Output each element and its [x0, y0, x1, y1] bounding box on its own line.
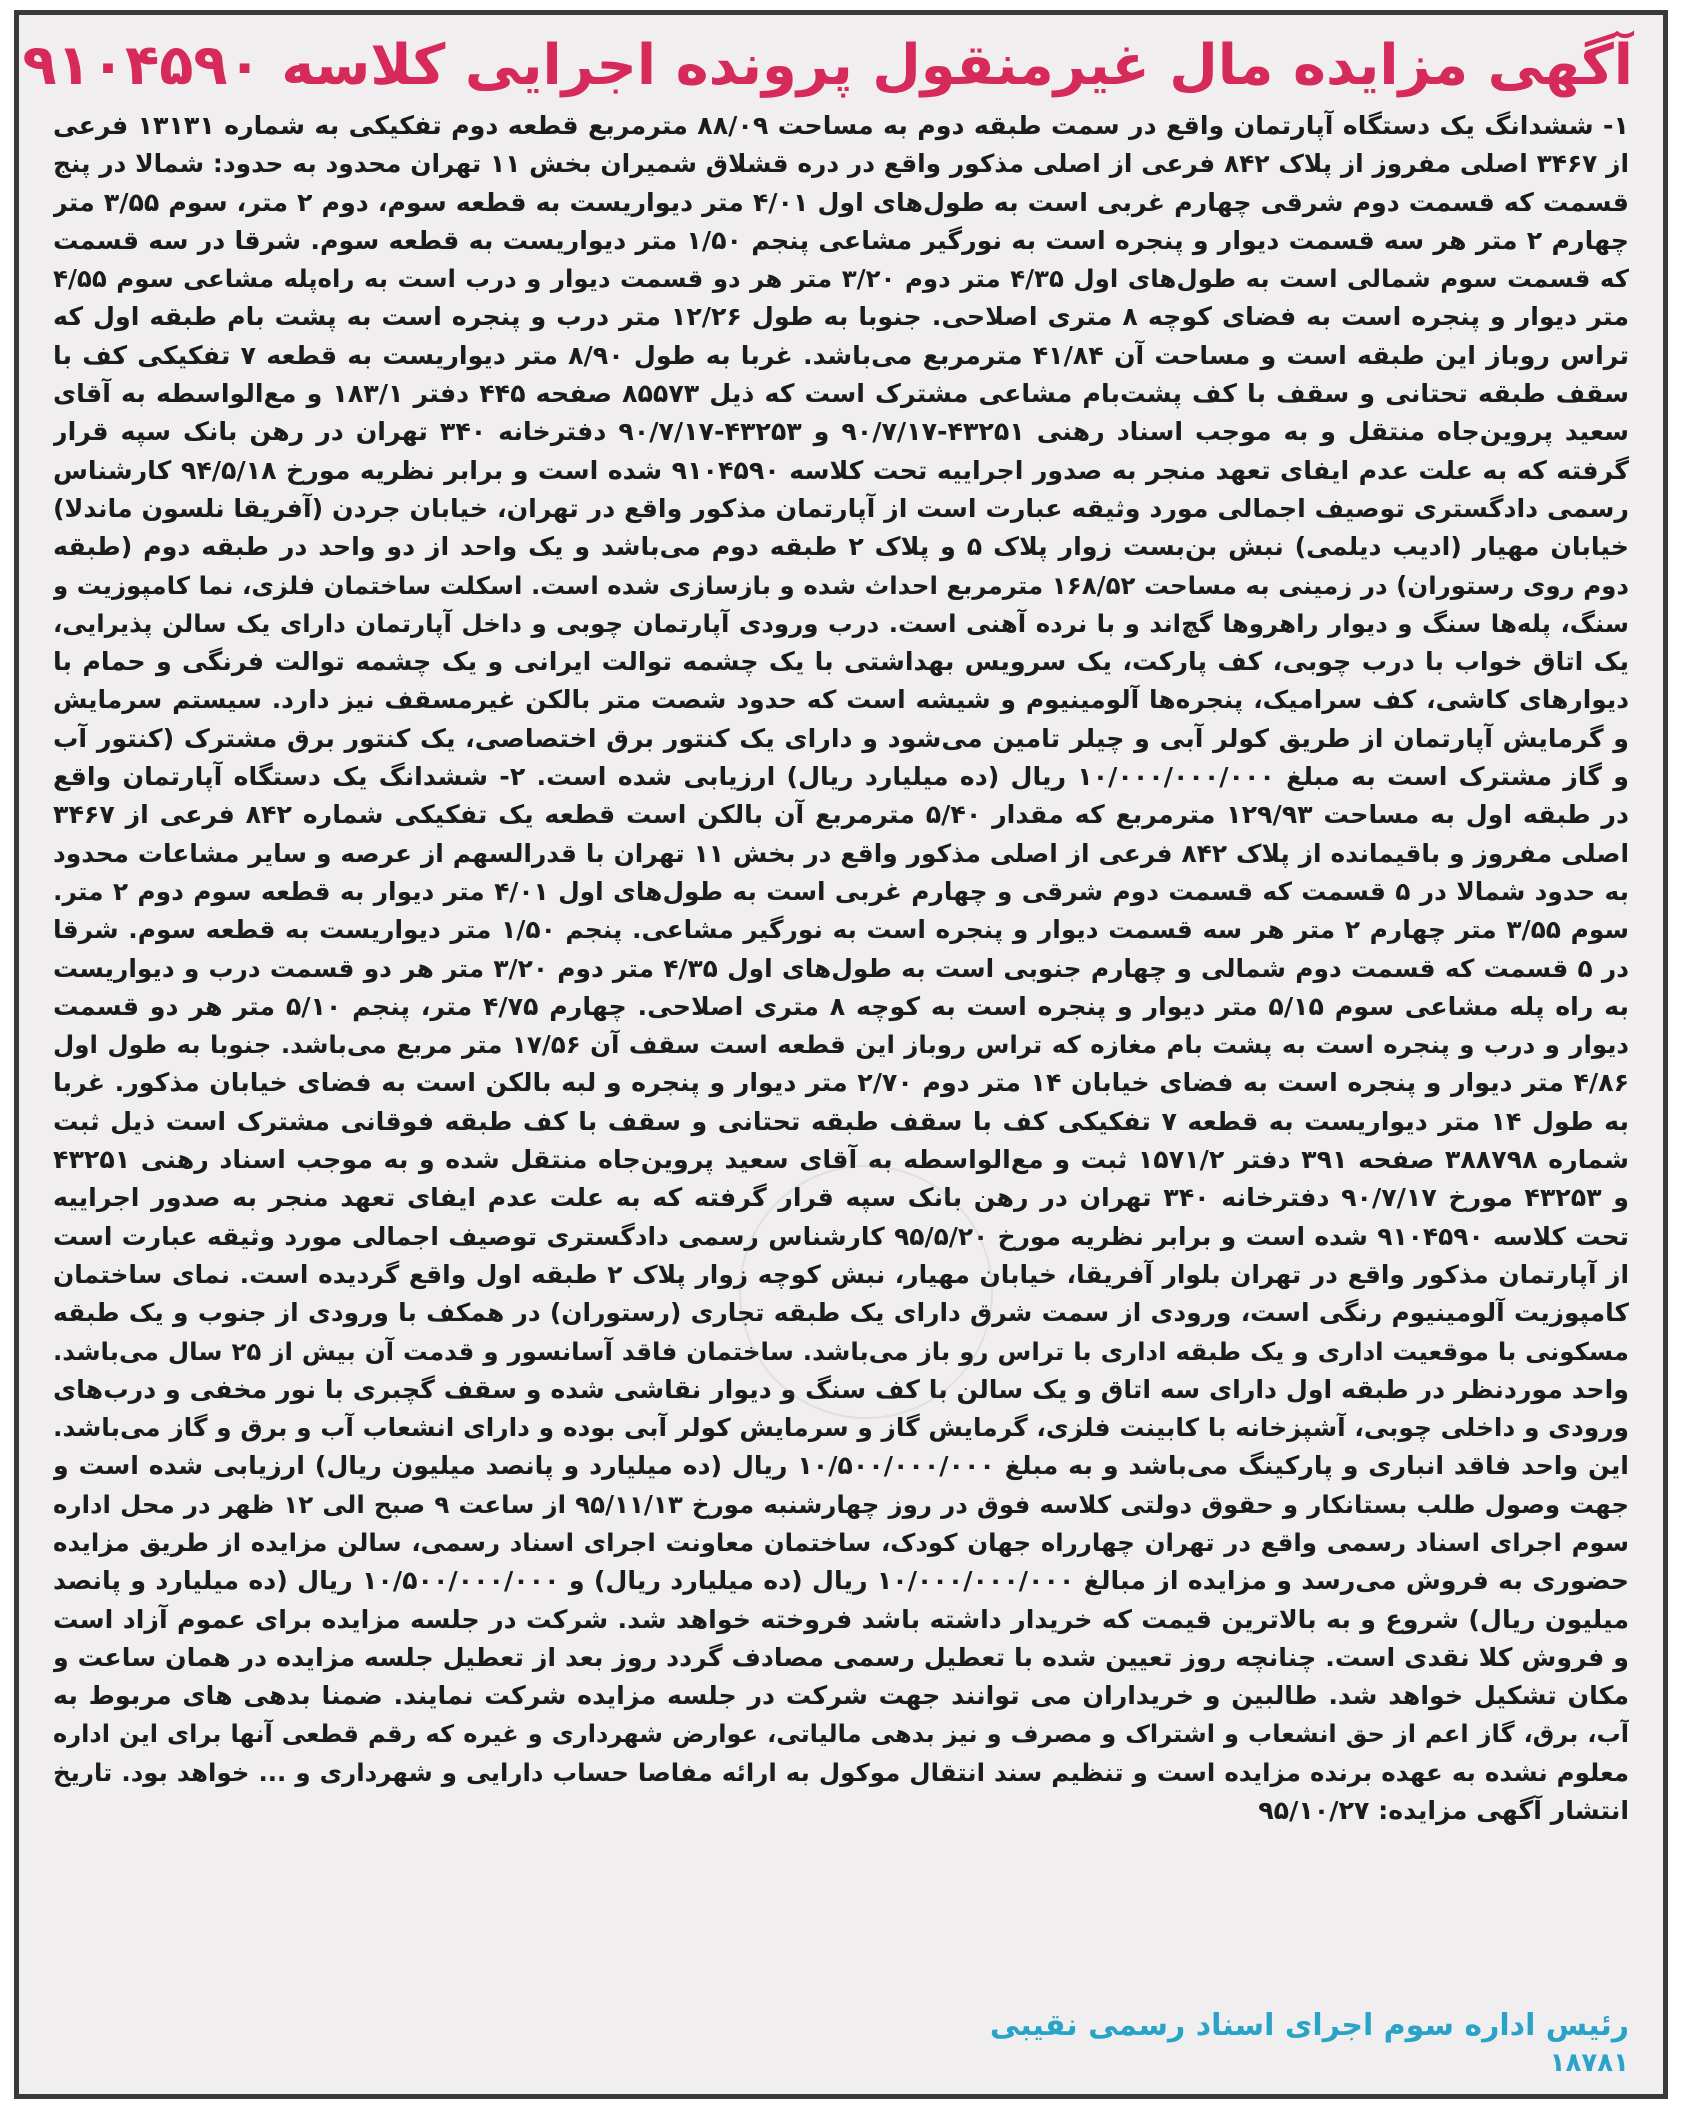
- notice-headline: آگهی مزایده مال غیرمنقول پرونده اجرایی کلاسه ۹۱۰۴۵۹۰: [22, 33, 1633, 98]
- notice-body-line: به حدود شمالا در ۵ قسمت که قسمت دوم شرقی و چهارم غربی است به طول‌های اول ۴/۰۱ متر دیوار به قطعه سوم دوم ۲ متر.: [53, 876, 1629, 906]
- ad-code-number: ۱۸۷۸۱: [1549, 2048, 1629, 2078]
- notice-body-line: مکان تشکیل خواهد شد. طالبین و خریداران می توانند جهت شرکت در جلسه مزایده شرکت نمایند. ضمنا بدهی های مربوط به: [53, 1681, 1629, 1711]
- notice-body-line: خیابان مهیار (ادیب دیلمی) نبش بن‌بست زوار پلاک ۵ و پلاک ۲ طبقه دوم می‌باشد و یک واحد از دو واحد در طبقه دوم (طبقه: [53, 532, 1629, 562]
- notice-body-line: جهت وصول طلب بستانکار و حقوق دولتی کلاسه فوق در روز چهارشنبه مورخ ۹۵/۱۱/۱۳ از ساعت ۹ صبح الی ۱۲ ظهر در محل اداره: [53, 1489, 1629, 1519]
- notice-body-line: دیوارهای کاشی، کف سرامیک، پنجره‌ها آلومینیوم و شیشه است که حدود شصت متر بالکن غیرمسقف نیز دارد. سیستم سرمایش: [53, 685, 1629, 715]
- notice-body-line: و گرمایش آپارتمان از طریق کولر آبی و چیلر تامین می‌شود و دارای یک کنتور برق اختصاصی، یک کنتور برق مشترک (کنتور آب: [53, 723, 1629, 753]
- notice-body-line: سوم اجرای اسناد رسمی واقع در تهران چهارراه جهان کودک، ساختمان معاونت اجرای اسناد رسمی، سالن مزایده از طریق مزایده: [53, 1527, 1629, 1557]
- notice-body-line: ۱- ششدانگ یک دستگاه آپارتمان واقع در سمت طبقه دوم به مساحت ۸۸/۰۹ مترمربع قطعه دوم تفکیکی به شماره ۱۳۱۳۱ فرعی: [53, 111, 1629, 140]
- notice-body-line: مسکونی با موقعیت اداری و یک طبقه اداری با تراس رو باز می‌باشد. ساختمان فاقد آسانسور و قدمت آن بیش از ۲۵ سال می‌باشد.: [53, 1336, 1629, 1366]
- notice-body-line: انتشار آگهی مزایده: ۹۵/۱۰/۲۷: [1258, 1796, 1629, 1826]
- notice-body-line: از آپارتمان مذکور واقع در تهران بلوار آفریقا، خیابان مهیار، نبش کوچه زوار پلاک ۲ طبقه اول واقع گردیده است. نمای ساختمان: [53, 1259, 1629, 1289]
- notice-body-line: سقف طبقه تحتانی و سقف با کف پشت‌بام مشاعی مشترک است که ذیل ۸۵۵۷۳ صفحه ۴۴۵ دفتر ۱۸۳/۱ و مع‌الواسطه به آقای: [53, 379, 1629, 409]
- notice-body-line: به طول ۱۴ متر دیواریست به قطعه ۷ تفکیکی کف با سقف طبقه تحتانی و سقف با کف طبقه فوقانی مشترک است ذیل ثبت: [53, 1106, 1629, 1136]
- notice-body-line: سوم ۳/۵۵ متر چهارم ۲ متر هر سه قسمت دیوار و پنجره است به نورگیر مشاعی. پنجم ۱/۵۰ متر دیواریست به قطعه سوم. شرقا: [53, 915, 1629, 945]
- notice-body-line: واحد موردنظر در طبقه اول دارای سه اتاق و یک سالن با کف سنگ و دیوار نقاشی شده و سقف گچبری با نور مخفی و درب‌های: [53, 1374, 1629, 1404]
- notice-body-line: از ۳۴۶۷ اصلی مفروز از پلاک ۸۴۲ فرعی از اصلی مذکور واقع در دره قشلاق شمیران بخش ۱۱ تهران محدود به حدود: شمالا در پنج: [53, 149, 1629, 179]
- notice-body-line: یک اتاق خواب با درب چوبی، کف پارکت، یک سرویس بهداشتی با یک چشمه توالت ایرانی و یک چشمه توالت فرنگی و حمام با: [53, 647, 1629, 677]
- notice-paper: [14, 10, 1668, 2099]
- notice-body-line: معلوم نشده به عهده برنده مزایده است و تنظیم سند انتقال موکول به ارائه مفاصا حساب دارایی و شهرداری و ... خواهد بود. تاریخ: [53, 1757, 1629, 1787]
- notice-body-line: میلیون ریال) شروع و به بالاترین قیمت که خریدار داشته باشد فروخته خواهد شد. شرکت در جلسه مزایده برای عموم آزاد است: [53, 1604, 1629, 1634]
- notice-body-line: رسمی دادگستری توصیف اجمالی مورد وثیقه عبارت است از آپارتمان مذکور واقع در تهران، خیابان جردن (آفریقا نلسون ماندلا): [53, 493, 1629, 523]
- notice-body-line: حضوری به فروش می‌رسد و مزایده از مبالغ ۱۰/۰۰۰/۰۰۰/۰۰۰ ریال (ده میلیارد ریال) و ۱۰/۵۰۰/۰۰۰/۰۰۰ ریال (ده میلیارد و پانصد: [53, 1566, 1629, 1596]
- notice-body-line: سعید پروین‌جاه منتقل و به موجب اسناد رهنی ۴۳۲۵۱-۹۰/۷/۱۷ و ۴۳۲۵۳-۹۰/۷/۱۷ دفترخانه ۳۴۰ تهران در رهن بانک سپه قرار: [53, 417, 1629, 447]
- notice-body-line: که قسمت سوم شمالی است به طول‌های اول ۴/۳۵ متر دوم ۳/۲۰ متر هر دو قسمت دیوار و درب است به راه‌پله مشاعی سوم ۴/۵۵: [53, 264, 1629, 294]
- notice-body-line: این واحد فاقد انباری و پارکینگ می‌باشد و به مبلغ ۱۰/۵۰۰/۰۰۰/۰۰۰ ریال (ده میلیارد و پانصد میلیون ریال) ارزیابی شده است و: [53, 1451, 1629, 1481]
- notice-body-line: دوم روی رستوران) در زمینی به مساحت ۱۶۸/۵۲ مترمربع احداث شده و بازسازی شده است. اسکلت ساختمان فلزی، نما کامپوزیت و: [53, 570, 1629, 600]
- notice-body-line: چهارم ۲ متر هر سه قسمت دیوار و پنجره است به نورگیر مشاعی پنجم ۱/۵۰ متر دیواریست به قطعه سوم. شرقا در سه قسمت: [53, 225, 1629, 255]
- notice-body-line: متر دیوار و پنجره است به فضای کوچه ۸ متری اصلاحی. جنوبا به طول ۱۲/۲۶ متر درب و پنجره است به پشت بام طبقه اول که: [53, 302, 1629, 332]
- notice-body-line: و گاز مشترک است به مبلغ ۱۰/۰۰۰/۰۰۰/۰۰۰ ریال (ده میلیارد ریال) ارزیابی شده است. ۲- ششدانگ یک دستگاه آپارتمان واقع: [53, 762, 1629, 792]
- signature-line: رئیس اداره سوم اجرای اسناد رسمی نقیبی: [989, 2008, 1629, 2043]
- notice-body-line: تحت کلاسه ۹۱۰۴۵۹۰ شده است و برابر نظریه مورخ ۹۵/۵/۲۰ کارشناس رسمی دادگستری توصیف اجمالی مورد وثیقه عبارت است: [53, 1221, 1629, 1251]
- notice-body-line: کامپوزیت آلومینیوم رنگی است، ورودی از سمت شرق دارای یک طبقه تجاری (رستوران) در همکف با ورودی از جنوب و یک طبقه: [53, 1298, 1629, 1328]
- notice-body-line: و ۴۳۲۵۳ مورخ ۹۰/۷/۱۷ دفترخانه ۳۴۰ تهران در رهن بانک سپه قرار گرفته که به علت عدم ایفای تعهد منجر به صدور اجراییه: [53, 1183, 1629, 1213]
- notice-body-line: گرفته که به علت عدم ایفای تعهد منجر به صدور اجراییه تحت کلاسه ۹۱۰۴۵۹۰ شده است و برابر نظریه مورخ ۹۴/۵/۱۸ کارشناس: [53, 455, 1629, 485]
- notice-body-text: [19, 107, 1663, 1830]
- notice-body-line: آب، برق، گاز اعم از حق انشعاب و اشتراک و مصرف و نیز بدهی مالیاتی، عوارض شهرداری و غیره که رقم قطعی آنها برای این اداره: [53, 1720, 1629, 1749]
- notice-body-line: ورودی و داخلی چوبی، آشپزخانه با کابینت فلزی، گرمایش گاز و سرمایش کولر آبی بوده و دارای انشعاب آب و برق و گاز می‌باشد.: [53, 1413, 1629, 1443]
- notice-body-line: در ۵ قسمت که قسمت دوم شمالی و چهارم جنوبی است به طول‌های اول ۴/۳۵ متر دوم ۳/۲۰ متر هر دو قسمت درب و دیواریست: [53, 953, 1629, 983]
- notice-body-line: شماره ۳۸۸۷۹۸ صفحه ۳۹۱ دفتر ۱۵۷۱/۲ ثبت و مع‌الواسطه به آقای سعید پروین‌جاه منتقل شده و به موجب اسناد رهنی ۴۳۲۵۱: [53, 1145, 1629, 1175]
- notice-body-line: اصلی مفروز و باقیمانده از پلاک ۸۴۲ فرعی از اصلی مذکور واقع در بخش ۱۱ تهران با قدرالسهم از عرصه و سایر مشاعات محدود: [53, 838, 1629, 868]
- notice-body-line: و فروش کلا نقدی است. چنانچه روز تعیین شده با تعطیل رسمی مصادف گردد روز بعد از تعطیل جلسه مزایده در همان ساعت و: [53, 1642, 1629, 1672]
- notice-body-line: سنگ، پله‌ها سنگ و دیوار راهروها گچ‌اند و با نرده آهنی است. درب ورودی آپارتمان چوبی و داخل آپارتمان دارای یک سالن پذیرایی،: [53, 608, 1629, 638]
- notice-body-line: در طبقه اول به مساحت ۱۲۹/۹۳ مترمربع که مقدار ۵/۴۰ مترمربع آن بالکن است قطعه یک تفکیکی شماره ۸۴۲ فرعی از ۳۴۶۷: [53, 800, 1629, 830]
- notice-body-line: به راه پله مشاعی سوم ۵/۱۵ متر دیوار و پنجره است به کوچه ۸ متری اصلاحی. چهارم ۴/۷۵ متر، پنجم ۵/۱۰ متر هر دو قسمت: [53, 991, 1629, 1021]
- notice-body-line: تراس روباز این طبقه است و مساحت آن ۴۱/۸۴ مترمربع می‌باشد. غربا به طول ۸/۹۰ متر دیواریست به قطعه ۷ تفکیکی کف با: [53, 340, 1629, 370]
- notice-body-line: قسمت که قسمت دوم شرقی چهارم غربی است به طول‌های اول ۴/۰۱ متر دیواریست به قطعه سوم، دوم ۲ متر، سوم ۳/۵۵ متر: [53, 187, 1629, 217]
- notice-body-line: ۴/۸۶ متر دیوار و پنجره است به فضای خیابان ۱۴ متر دوم ۲/۷۰ متر دیوار و پنجره و لبه بالکن است به فضای خیابان مذکور. غربا: [53, 1068, 1629, 1098]
- notice-footer: [49, 2002, 1629, 2082]
- notice-body-line: دیوار و درب و پنجره است به پشت بام مغازه که تراس روباز این قطعه است سقف آن ۱۷/۵۶ متر مربع می‌باشد. جنوبا به طول اول: [53, 1030, 1629, 1060]
